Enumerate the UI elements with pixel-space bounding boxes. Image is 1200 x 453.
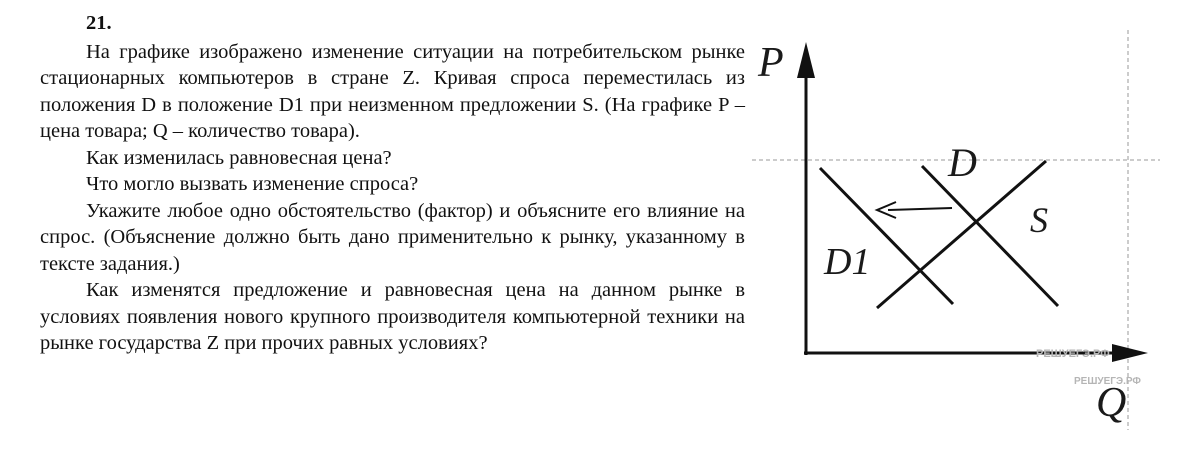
watermark-upper: РЕШУЕГЭ.РФ xyxy=(1036,348,1110,360)
demand-curve-d1 xyxy=(820,168,953,304)
supply-label-s: S xyxy=(1030,200,1048,240)
question-price: Как изменилась равновесная цена? xyxy=(86,146,392,169)
task-condition: На графике изображено изменение ситуации на потребительском рынке стационарных компьютеров в стране Z. Кривая спроса переместилась из положения D в положение D1 при неизменном предложении S. (На графике P – цена товара; Q – количество товара). xyxy=(40,40,745,142)
x-axis-arrowhead xyxy=(1112,344,1148,362)
watermark-lower: РЕШУЕГЭ.РФ xyxy=(1074,376,1141,387)
question-cause: Что могло вызвать изменение спроса? xyxy=(86,173,419,195)
question-factor: Укажите любое одно обстоятельство (фактор) и объясните его влияние на спрос. (Объяснение должно быть дано применительно к рынку, указанному в тексте задания.) xyxy=(40,199,745,275)
task-number: 21. xyxy=(86,12,112,34)
demand-label-d: D xyxy=(948,140,977,185)
y-axis-arrowhead xyxy=(797,42,815,78)
y-axis-label: P xyxy=(758,40,784,86)
demand-label-d1: D1 xyxy=(824,241,871,283)
x-axis-label: Q xyxy=(1096,380,1127,426)
shift-arrow-shaft xyxy=(888,208,952,210)
question-supply: Как изменятся предложение и равновесная цена на данном рынке в условиях появления нового крупного производителя компьютерной техники на рынке государства Z при прочих равных условиях? xyxy=(40,279,745,354)
